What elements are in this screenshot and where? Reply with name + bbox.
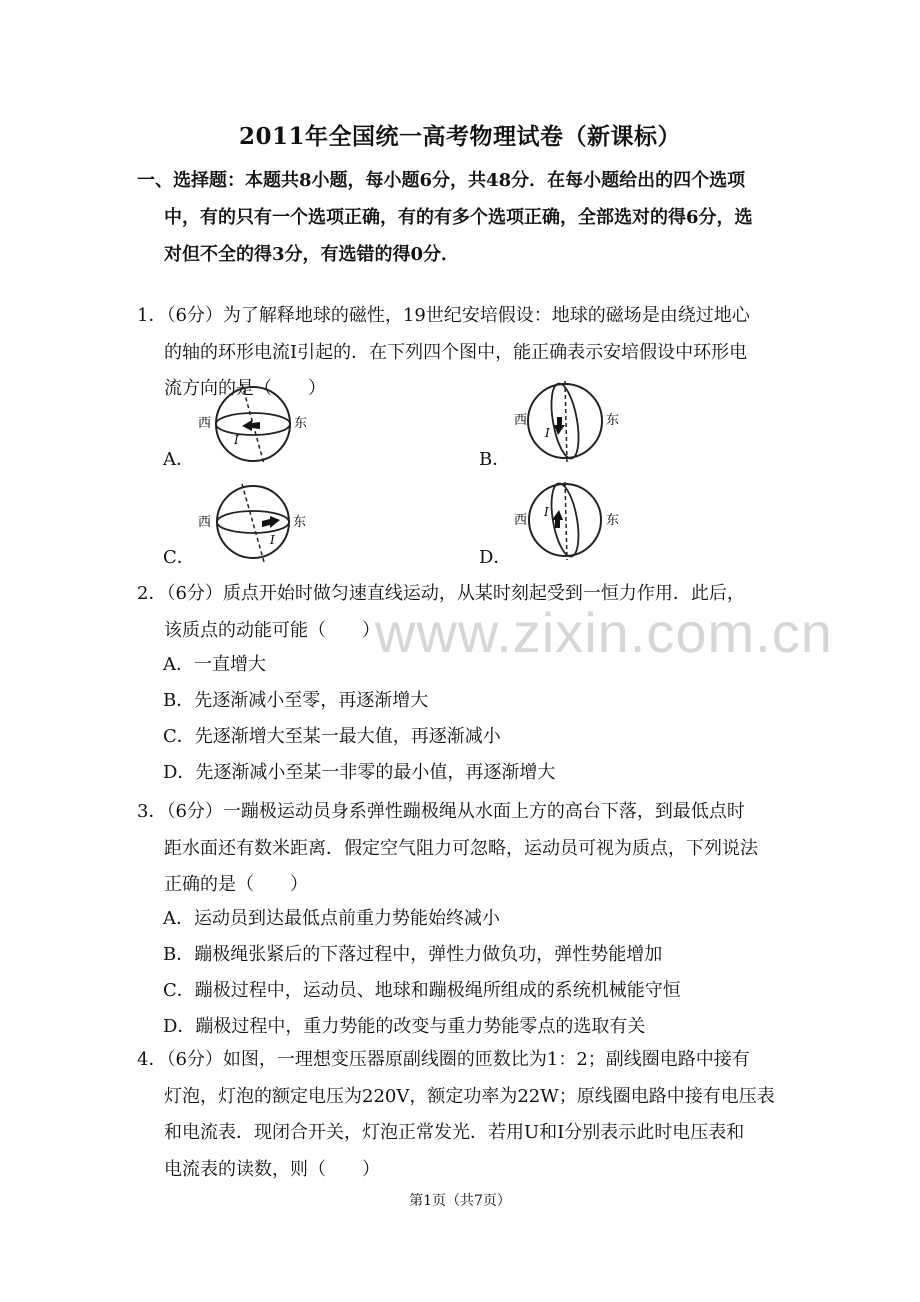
option-c-label: C． [163,547,195,568]
section-heading [137,162,787,273]
page-title: 2011年全国统一高考物理试卷（新课标） [238,123,681,150]
option-c: C．蹦极过程中，运动员、地球和蹦极绳所组成的系统机械能守恒 [163,980,681,1001]
question-line: 和电流表．现闭合开关，灯泡正常发光．若用U和I分别表示此时电压表和 [164,1122,745,1143]
west-label: 西 [198,416,212,431]
west-label: 西 [514,413,528,428]
west-label: 西 [198,515,212,530]
east-label: 东 [294,416,308,431]
option-a-label: A． [163,449,194,470]
question-line: 1．（6分）为了解释地球的磁性，19世纪安培假设：地球的磁场是由绕过地心 [137,305,750,326]
option-b-label: B． [479,449,511,470]
figure-c [190,482,320,572]
east-label: 东 [293,515,307,530]
option-b: B．蹦极绳张紧后的下落过程中，弹性力做负功，弹性势能增加 [163,944,663,965]
option-a: A．运动员到达最低点前重力势能始终减小 [163,908,500,929]
option-d-label: D． [479,547,512,568]
option-d: D．先逐渐减小至某一非零的最小值，再逐渐增大 [163,762,556,783]
current-label: I [544,505,549,519]
watermark: www.zixin.com.cn [375,601,833,664]
figure-b [510,375,640,470]
question-line: 2．（6分）质点开始时做匀速直线运动，从某时刻起受到一恒力作用．此后， [137,583,745,604]
east-label: 东 [606,413,620,428]
option-d: D．蹦极过程中，重力势能的改变与重力势能零点的选取有关 [163,1016,646,1037]
section-line: 对但不全的得3分，有选错的得0分． [164,244,460,265]
question-line: 4．（6分）如图，一理想变压器原副线圈的匝数比为1：2；副线圈电路中接有 [137,1049,750,1070]
current-label: I [234,433,239,447]
page-footer: 第1页（共7页） [409,1193,511,1209]
question-line: 的轴的环形电流I引起的．在下列四个图中，能正确表示安培假设中环形电 [164,341,748,363]
current-label: I [545,426,550,440]
west-label: 西 [514,513,528,528]
question-line: 灯泡，灯泡的额定电压为220V，额定功率为22W；原线圈电路中接有电压表 [164,1085,775,1107]
option-c: C．先逐渐增大至某一最大值，再逐渐减小 [163,726,501,747]
question-line: 流方向的是（ ） [164,378,326,399]
question-4 [137,1042,787,1188]
figure-d [510,478,640,570]
east-label: 东 [606,513,620,528]
section-line: 一、选择题：本题共8小题，每小题6分，共48分．在每小题给出的四个选项 [137,170,746,191]
current-label: I [270,533,275,547]
question-line: 3．（6分）一蹦极运动员身系弹性蹦极绳从水面上方的高台下落，到最低点时 [137,801,745,822]
option-b: B．先逐渐减小至零，再逐渐增大 [163,690,429,711]
question-line: 电流表的读数，则（ ） [164,1158,380,1180]
figure-a [190,380,320,470]
question-3 [137,794,787,904]
question-line: 距水面还有数米距离．假定空气阻力可忽略，运动员可视为质点，下列说法 [164,837,758,859]
question-line: 正确的是（ ） [164,874,308,895]
section-line: 中，有的只有一个选项正确，有的有多个选项正确，全部选对的得6分，选 [164,207,753,228]
question-line: 该质点的动能可能（ ） [164,619,380,641]
option-a: A．一直增大 [163,654,266,675]
